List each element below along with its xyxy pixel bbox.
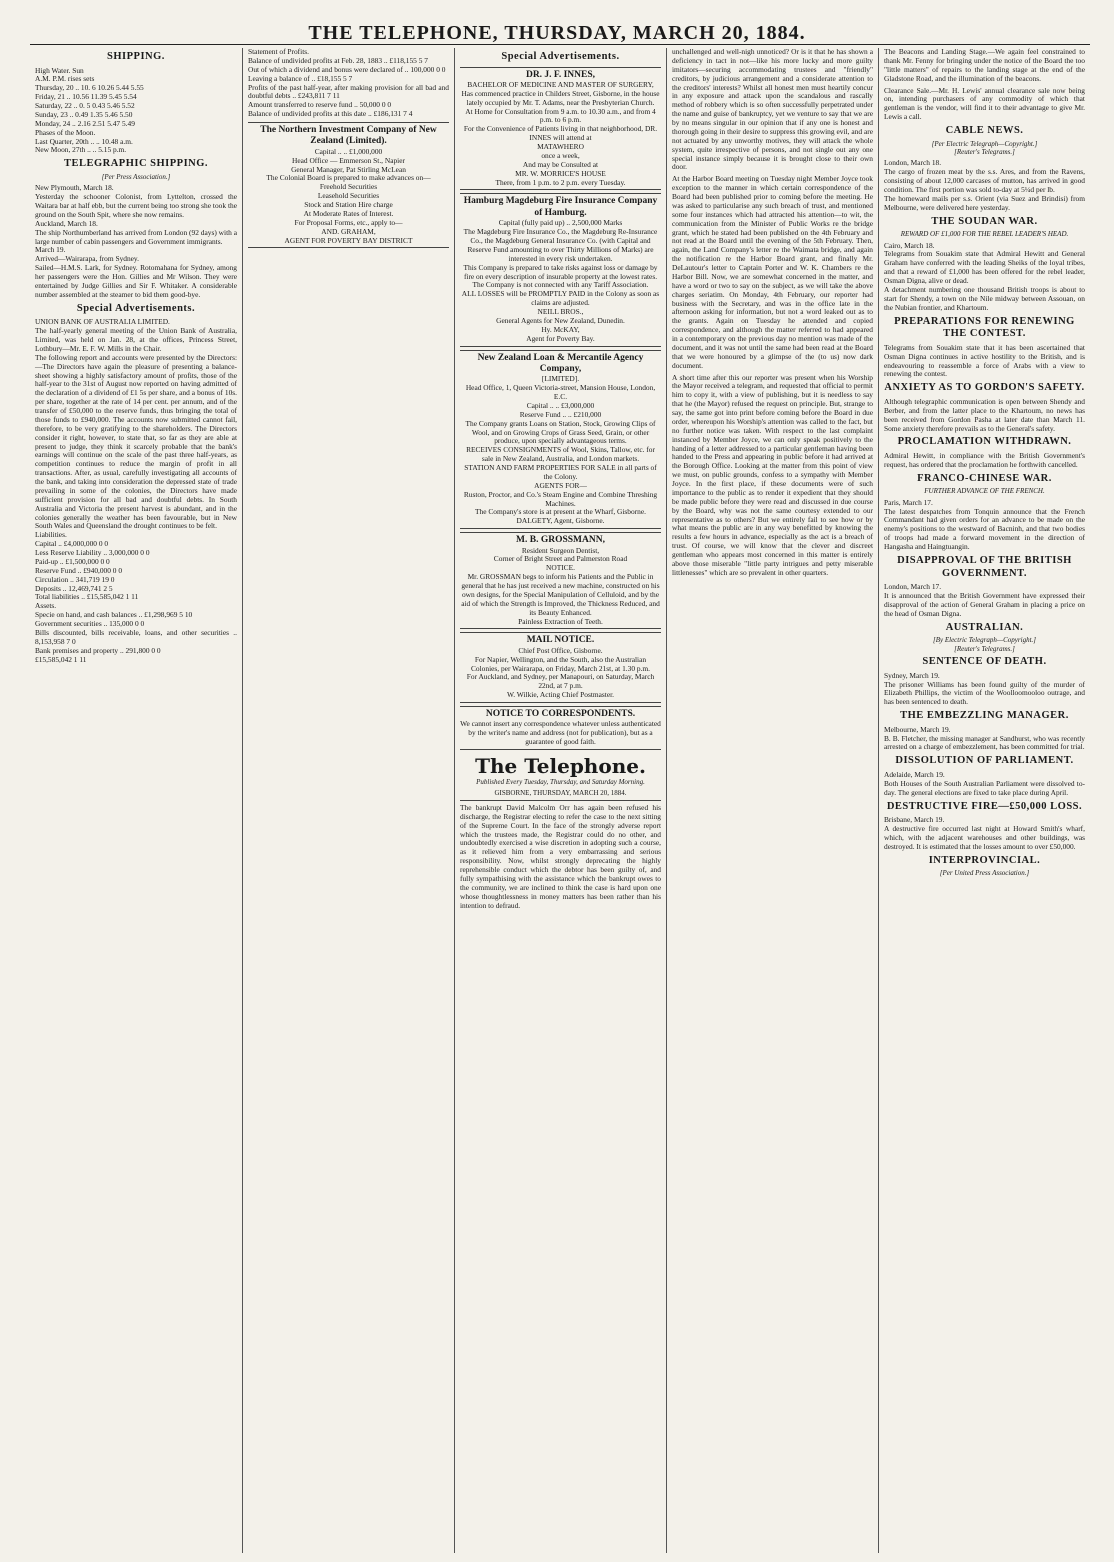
section-heading [884, 855, 1085, 878]
article-text: Sydney, March 19. The prisoner Williams has been found guilty of the murder of Elizabeth Phillips, the victim of the Woolloomooloo outrage, and has been sentenced to death. [884, 670, 1085, 707]
advertisement-body: BACHELOR OF MEDICINE AND MASTER OF SURGERY, Has commenced practice in Childers Street, Gisborne, in the house lately occupied by Mr. T. Adams, near the Presbyterian Church. At Home for Consultation from 9 a.m. to 10.30 a.m., and from 4 p.m. to 6 p.m. For the Convenience of Patients living in that neighborhood, DR. INNES will attend at MATAWHERO once a week, And may be Consulted at MR. W. MORRICE'S HOUSE There, from 1 p.m. to 2 p.m. every Tuesday. [461, 79, 660, 187]
heading-subtitle: [By Electric Telegraph—Copyright.] [Reuter's Telegrams.] [933, 636, 1036, 653]
heading-title: Special Advertisements. [76, 302, 196, 314]
heading-title: CABLE NEWS. [945, 125, 1024, 136]
columns [30, 48, 1090, 1553]
advertisement-body: Resident Surgeon Dentist, Corner of Bright Street and Palmerston Road NOTICE. Mr. GROSSMAN begs to inform his Patients and the Public in general that he has just received a new machine, constructed on his own designs, for the Special Manipulation of Celluloid, and by the aid of which the Strength is Improved, the Thickness Reduced, and its Beauty Enhanced. Painless Extraction of Teeth. [461, 545, 660, 626]
article-text: Brisbane, March 19. A destructive fire occurred last night at Howard Smith's wharf, which, with the adjacent warehouses and other buildings, was destroyed. It is estimated that the losses amount to over £50,000. [884, 815, 1085, 851]
advertisement-body: We cannot insert any correspondence whatever unless authenticated by the writer's name and address (not for publication), but as a guarantee of good faith. [460, 719, 661, 747]
heading-subtitle: REWARD OF £1,000 FOR THE REBEL LEADER'S HEAD. [900, 230, 1069, 239]
heading-title: DISSOLUTION OF PARLIAMENT. [895, 755, 1074, 767]
advertisement-title: The Northern Investment Company of New Zealand (Limited). [260, 125, 437, 147]
advertisement-body: [LIMITED]. Head Office, 1, Queen Victoria-street, Mansion House, London, E.C. Capital .. .. £3,000,000 Reserve Fund .. .. £210,000 The Company grants Loans on Station, Stock, Growing Clips of Wool, and on Growing Crops of Grass Seed, Grain, or other produce, upon specially advantageous terms. RECEIVES CONSIGNMENTS of Wool, Skins, Tallow, etc. for sale in New Zealand, Australia, and London markets. STATION AND FARM PROPERTIES FOR SALE in all parts of the Colony. AGENTS FOR— Ruston, Proctor, and Co.'s Steam Engine and Combine Threshing Machines. The Company's store is at present at the Wharf, Gisborne. DALGETY, Agent, Gisborne. [463, 374, 658, 526]
advertisement-title: MAIL NOTICE. [526, 635, 595, 646]
heading-title: AUSTRALIAN. [945, 621, 1024, 633]
advertisement-body: Chief Post Office, Gisborne. For Napier, Wellington, and the South, also the Australian Colonies, per Wairarapa, on Friday, March 21st, at 1.30 p.m. For Auckland, and Sydney, per Manapouri, on Saturday, March 22nd, at 7 p.m. W. Wilkie, Acting Chief Postmaster. [466, 645, 655, 700]
heading-title: FRANCO-CHINESE WAR. [917, 472, 1052, 484]
heading-title: INTERPROVINCIAL. [928, 854, 1041, 866]
advertisement [460, 532, 661, 629]
section-heading [884, 316, 1085, 341]
article-text: unchallenged and well-nigh unnoticed? Or is it that he has shown a deficiency in tact in not—like his more lucky and more guilty imitators—securing accommodating trustees and "friendly" creditors, by judicious arrangement and a considerate attention to the creditors' interests? Whilst all honest men must heartily concur in any exposure and attack upon the scandalous and rascally method of robbery which is so often successfully perpetrated under the name and guise of bankruptcy, yet we venture to say that we are by no means singular in our opinion that if any one is honest and thorough going in their desire to suppress this growing evil, and are not actuated by any unworthy motives, they will attack the whole system, quite irrespective of persons, and not single out any one special instance simply because it is brought close to their own door. [672, 48, 873, 172]
column-3 [454, 48, 666, 1553]
section-heading [35, 51, 237, 64]
article-text: High Water. Sun A.M. P.M. rises sets Thursday, 20 .. 10. 6 10.26 5.44 5.55 Friday, 21 .. 10.56 11.39 5.45 5.54 Saturday, 22 .. 0. 5 0.43 5.46 5.52 Sunday, 23 .. 0.49 1.35 5.46 5.50 Monday, 24 .. 2.16 2.51 5.47 5.49 Phases of the Moon. Last Quarter, 20th .. .. 10.48 a.m. New Moon, 27th .. .. 5.15 p.m. [35, 65, 144, 155]
article-text: Cairo, March 18. Telegrams from Souakim state that Admiral Hewitt and General Graham have conferred with the leading Sheiks of the loyal tribes, and that a reward of £1,000 has been offered for the rebel leader, Osman Digna, alive or dead. A detachment numbering one thousand British troops is about to start for Shendy, a town on the Nile midway between Assouan, on the Nubian frontier, and Khartoum. [884, 240, 1085, 312]
heading-title: SHIPPING. [107, 51, 165, 62]
advertisement-title: DR. J. F. INNES, [525, 69, 596, 80]
heading-title: Special Advertisements. [501, 51, 620, 62]
advertisement [460, 193, 661, 346]
article-text: The bankrupt David Malcolm Orr has again been refused his discharge, the Registrar electing to refer the case to the next sitting of the Supreme Court. In the face of the strongly adverse report which the trustees made, the Registrar could do no other, and undoubtedly exercised a wise discretion in adopting such a course, as it relieved him from a very embarrassing and serious responsibility. Now, whilst strongly deprecating the highly reprehensible conduct which the debtor has been guilty of, and fully sympathising with the assistance which the bankrupt owes to the community, we are inclined to think the case is hard upon one whose thoughtlessness in money matters has been rather than his intention to defraud. [460, 802, 661, 910]
heading-title: SENTENCE OF DEATH. [922, 656, 1047, 668]
heading-subtitle: [Per Electric Telegraph—Copyright.] [Reuter's Telegrams.] [931, 139, 1038, 156]
article-text: Telegrams from Souakim state that it has been ascertained that Osman Digna continues in active hostility to the British, and is endeavouring to reassemble a force of Arabs with a view to renewing the contest. [884, 342, 1085, 379]
advertisement [248, 122, 449, 248]
column-2 [242, 48, 454, 1553]
article-text: Melbourne, March 19. B. B. Fletcher, the missing manager at Sandhurst, who was recently arrested on a charge of embezzlement, has been committed for trial. [884, 724, 1085, 752]
heading-subtitle: [Per Press Association.] [101, 172, 171, 181]
article-text: Paris, March 17. The latest despatches from Tonquin announce that the French Commandant had given orders for an advance to be made on the enemy's positions to the westward of Bacninh, and that two bodies of troops had made a forward movement in the direction of Hangasha and Haingtuangin. [884, 497, 1085, 552]
heading-title: THE SOUDAN WAR. [931, 215, 1038, 227]
nameplate-subtitle: Published Every Tuesday, Thursday, and Saturday Morning. [476, 778, 645, 787]
advertisement-title: Hamburg Magdeburg Fire Insurance Company of Hamburg. [463, 196, 658, 218]
article-text: Clearance Sale.—Mr. H. Lewis' annual clearance sale now being on, intending purchasers of any commodity of which that gentleman is the vendor, will find it to their advantage to give Mr. Lewis a call. [884, 85, 1085, 122]
section-heading [884, 801, 1085, 814]
heading-subtitle: [Per United Press Association.] [939, 869, 1030, 878]
section-heading [884, 125, 1085, 156]
article-text: UNION BANK OF AUSTRALIA LIMITED. The half-yearly general meeting of the Union Bank of Australia, Limited, was held on Jan. 28, at the offices, Princess Street, Lothbury—Mr. E. F. W. Mills in the Chair. The following report and accounts were presented by the Directors:—The Directors have again the pleasure of presenting a balance-sheet showing a highly satisfactory amount of profits, those of the half-year to the 31st of August now reported on having admitted of the declaration of a dividend of £1 5s per share, and a bonus of 10s. per share, together at the rate of 14 per cent. per annum, and of the transfer of £50,000 to the reserve funds, thus bringing the total of those funds to £940,000. The accounts now submitted cannot fail, therefore, to be very gratifying to the shareholders. The Directors consider it right, however, to state that, so far as they are able at present to judge, they think it scarcely probable that the bank's earnings will continue on the scale of the past three half-years, as competition continues to reduce the margin of profit in all transactions. After, as usual, carefully investigating all accounts of the bank, and taking into consideration the depressed state of trade prevailing in some of the colonies, the Directors have made sufficient provision for all bad and doubtful debts. In South Australia and Victoria the present harvest is abundant, and in the colonies generally the weather has been favourable, but in New South Wales and Queensland the drought continues to be felt. Liabilities. Capital .. £4,000,000 0 0 Less Reserve Liability .. 3,000,000 0 0 Paid-up .. £1,500,000 0 0 Reserve Fund .. £940,000 0 0 Circulation .. 341,719 19 0 Deposits .. 12,469,741 2 5 Total liabilities .. £15,585,042 1 11 Assets. Specie on hand, and cash balances .. £1,298,969 5 10 Government securities .. 135,000 0 0 Bills discounted, bills receivable, loans, and other securities .. 8,153,958 7 0 Bank premises and property .. 291,800 0 0 £15,585,042 1 11 [35, 317, 237, 664]
section-heading [460, 51, 661, 64]
article-text: A short time after this our reporter was present when his Worship the Mayor received a telegram, and requested that official to permit him to copy it, with a view of publishing, but it is needless to say that he (the Mayor) refused the request on principle. But, strange to say, the same got into print before coming before the Board in due order, whereupon his Worship's attention was called to the fact, but no further notice was taken. With respect to the last complaint instanced by Member Joyce, we can only speak positively to the handing of a letter addressed to a particular gentleman having been handed to the Press and appearing in public before it had arrived at the Borough Office. Looking at the matter from this point of view we must, on public grounds, confess to a sympathy with Member Joyce. In the first place, if these documents were of such importance to the public as to render it expedient that they should be made public before they were read and discussed in due course by the Board, why was not the same courtesy extended to our representative as to others? But we entirely fail to see how or by what means the public are in any way benefitted by knowing the results a few hours in advance, especially as the act is a breach of trust. Of course, we will know that the clever and discreet gentleman who appears most concerned in this matter is entirely above those miserable "little party intrigues and petty miserable littlenesses" which are so prevalent in other quarters. [672, 372, 873, 577]
newspaper-nameplate [460, 754, 661, 786]
article-text: Statement of Profits. Balance of undivided profits at Feb. 28, 1883 .. £118,155 5 7 Out of which a dividend and bonus were declared of .. 100,000 0 0 Leaving a balance of .. £18,155 5 7 Profits of the past half-year, after making provision for all bad and doubtful debts .. £243,811 7 11 Amount transferred to reserve fund .. 50,000 0 0 Balance of undivided profits at this date .. £186,131 7 4 [248, 48, 449, 119]
article-text: New Plymouth, March 18. Yesterday the schooner Colonist, from Lyttelton, crossed the Waitara bar at half ebb, but the current being too strong she took the ground on the South Spit, where she now remains. Auckland, March 18. The ship Northumberland has arrived from London (92 days) with a large number of cabin passengers and Government immigrants. March 19. Arrived—Wairarapa, from Sydney. Sailed—H.M.S. Lark, for Sydney. Rotomahana for Sydney, among her passengers were the Hon. Gillies and Mr Wilson. They were entertained by Judge Gillies and Sir F. Whitaker. A considerable number assembled at the steamer to bid them good-bye. [35, 183, 237, 299]
section-heading [884, 436, 1085, 449]
section-heading [884, 216, 1085, 239]
advertisement [460, 632, 661, 703]
article-text: London, March 17. It is announced that the British Government have expressed their disapproval of the action of General Graham in placing a price on the head of Osman Digna. [884, 582, 1085, 618]
advertisement-title: M. B. GROSSMANN, [516, 535, 605, 546]
section-heading [884, 755, 1085, 768]
section-heading [884, 473, 1085, 496]
nameplate-title: The Telephone. [475, 754, 646, 779]
heading-title: DISAPPROVAL OF THE BRITISH GOVERNMENT. [897, 554, 1072, 579]
section-heading [35, 158, 237, 181]
section-heading [884, 656, 1085, 669]
article-text: London, March 18. The cargo of frozen meat by the s.s. Ares, and from the Ravens, consisting of about 12,000 carcases of mutton, has arrived in good condition. The first portion was sold to-day at 5¼d per lb. The homeward mails per s.s. Orient (via Suez and Brindisi) from Melbourne, were delivered here yesterday. [884, 158, 1085, 212]
section-heading [884, 710, 1085, 723]
section-heading [35, 303, 237, 316]
masthead: THE TELEPHONE, THURSDAY, MARCH 20, 1884. [308, 22, 806, 44]
column-4 [666, 48, 878, 1553]
article-text: Admiral Hewitt, in compliance with the British Government's request, has ordered that the proclamation he forthwith cancelled. [884, 450, 1085, 469]
heading-title: ANXIETY AS TO GORDON'S SAFETY. [884, 382, 1085, 394]
section-heading [884, 382, 1085, 395]
column-1 [30, 48, 242, 1553]
heading-title: PROCLAMATION WITHDRAWN. [897, 436, 1072, 448]
article-text: At the Harbor Board meeting on Tuesday night Member Joyce took exception to the manner in which certain correspondence of the Board had been published prior to coming before the meeting. He was asked to particularise any such breach of trust, and mentioned some four instances which had attracted his attention—to wit, the communication from the Minister of Public Works re the bridge grant, which he stated had been published on the 4th February and not read at the Board until the evening of the 5th February. Then, again, the Land Company's letter re the Waimata bridge, and again the notification re the Harbor Board grant, and finally Mr. DeLautour's letter to Captain Porter and W. K. Chambers re the Harbor Bill. Now, we are somewhat concerned in the matter, and have a word or two to say on the subject, as we will take the above charges seriatim. On Monday, 4th February, our reporter had business with the Secretary, and was in the office late in the afternoon asking for information, but not a word leaked out as to the grants. Again on Tuesday he attended and copied correspondence, and although the matter referred to had appeared in a contemporary on the previous day no mention was made of the document, and it was not until the same had been read at the Board that we were honoured by a glimpse of the (to us) now dark document. [672, 174, 873, 370]
article-text: Adelaide, March 19. Both Houses of the South Australian Parliament were dissolved to-day. The general elections are fixed to take place during April. [884, 769, 1085, 797]
heading-title: PREPARATIONS FOR RENEWING THE CONTEST. [894, 315, 1075, 340]
heading-title: TELEGRAPHIC SHIPPING. [63, 158, 209, 170]
masthead-rule [30, 44, 1090, 45]
advertisement-body: Capital (fully paid up) .. 2,500,000 Marks The Magdeburg Fire Insurance Co., the Magdeburg Re-Insurance Co., the Magdeburg General Insurance Co. (with Capital and Reserve Fund amounting to over Thirty Millions of Marks) are interested in every risk undertaken. This Company is prepared to take risks against loss or damage by fire on every description of insurable property at the lowest rates. The Company is not connected with any Tariff Association. ALL LOSSES will be PROMPTLY PAID in the Colony as soon as claims are adjusted. NEILL BROS., General Agents for New Zealand, Dunedin. Hy. McKAY, Agent for Poverty Bay. [461, 218, 660, 343]
heading-title: THE EMBEZZLING MANAGER. [900, 710, 1069, 722]
advertisement-body: Capital .. .. £1,000,000 Head Office — Emmerson St., Napier General Manager, Pat Stirling McLean The Colonial Board is prepared to make advances on— Freehold Securities Leasehold Securities Stock and Station Hire charge At Moderate Rates of Interest. For Proposal Forms, etc., apply to— AND. GRAHAM, AGENT FOR POVERTY BAY DISTRICT [266, 146, 431, 245]
advertisement [460, 706, 661, 750]
column-5 [878, 48, 1090, 1553]
dateline: GISBORNE, THURSDAY, MARCH 20, 1884. [460, 789, 661, 800]
section-heading [884, 555, 1085, 580]
advertisement-title: NOTICE TO CORRESPONDENTS. [485, 709, 636, 720]
advertisement [460, 67, 661, 191]
heading-title: DESTRUCTIVE FIRE—£50,000 LOSS. [886, 800, 1083, 812]
advertisement-title: New Zealand Loan & Mercantile Agency Company, [477, 352, 644, 374]
heading-subtitle: FURTHER ADVANCE OF THE FRENCH. [924, 487, 1045, 496]
section-heading [884, 622, 1085, 653]
advertisement [460, 350, 661, 530]
article-text: The Beacons and Landing Stage.—We again feel constrained to thank Mr. Fenny for bringing under the notice of the Board the too "little matters" of repairs to the landing stage at the end of the Gladstone Road, and the illumination of the beacons. [884, 48, 1085, 83]
article-text: Although telegraphic communication is open between Shendy and Berber, and from the latter place to the Khartoum, no news has been received from Gordon Pasha at later date than March 11. Some anxiety therefore prevails as to the General's safety. [884, 396, 1085, 433]
